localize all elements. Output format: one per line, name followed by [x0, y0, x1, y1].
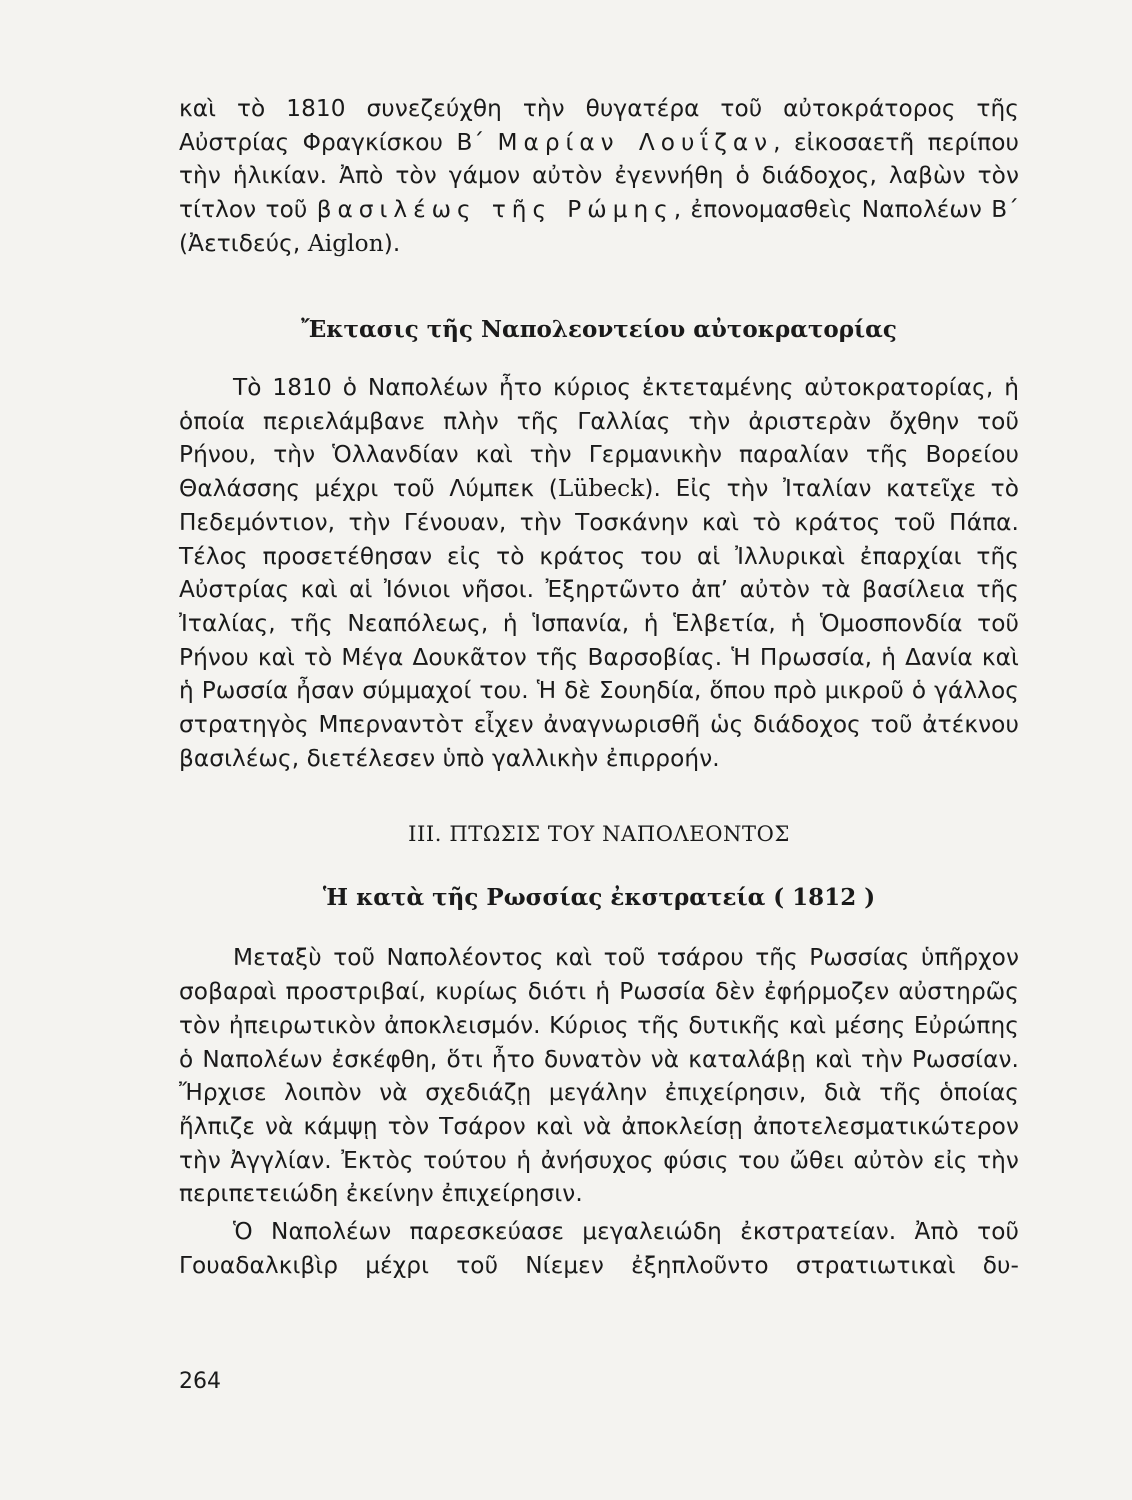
page-number: 264 [179, 1369, 221, 1394]
latin-lubeck: Lübeck [557, 475, 645, 503]
text-segment: καὶ τὸ 1810 συνεζεύχθη τὴν θυγατέρα τοῦ αὐτοκράτορος τῆς Αὐστρίας Φραγκίσκου Β΄ [179, 95, 1019, 156]
title-king-of-rome: βασιλέως τῆς Ρώμης [316, 196, 674, 224]
paragraph-russian-campaign: Μεταξὺ τοῦ Ναπολέοντος καὶ τοῦ τσάρου τῆς Ρωσσίας ὑπῆρχον σοβαραὶ προστριβαί, κυρίως διότι ἡ Ρωσσία δὲν ἐφήρμοζεν αὐστηρῶς τὸν ἠπειρωτικὸν ἀποκλεισμόν. Κύριος τῆς δυτικῆς καὶ μέσης Εὐρώπης ὁ Ναπολέων ἐσκέφθη, ὅτι ἦτο δυνατὸν νὰ καταλάβῃ καὶ τὴν Ρωσσίαν. Ἤρχισε λοιπὸν νὰ σχεδιάζῃ μεγάλην ἐπιχείρησιν, διὰ τῆς ὁποίας ἤλπιζε νὰ κάμψῃ τὸν Τσάρον καὶ νὰ ἀποκλείσῃ ἀποτελεσματικώτερον τὴν Ἀγγλίαν. Ἐκτὸς τούτου ἡ ἀνήσυχος φύσις του ὤθει αὐτὸν εἰς τὴν περιπετειώδη ἐκείνην ἐπιχείρησιν. [179, 944, 1019, 1208]
name-marie-louise: Μαρίαν Λουΐζαν [497, 128, 774, 156]
latin-aiglon: Aiglon [307, 229, 384, 257]
paragraph-marriage [179, 92, 1019, 261]
text-segment: , εἰκοσαετῆ περίπου τὴν ἡλικίαν. Ἀπὸ τὸν γάμον αὐτὸν ἐγεννήθη ὁ διάδοχος, λαβὼν τὸν τίτλον τοῦ [179, 128, 1019, 224]
text-segment: ). [383, 229, 401, 257]
paragraph-preparation: Ὁ Ναπολέων παρεσκεύασε μεγαλειώδη ἐκστρατείαν. Ἀπὸ τοῦ Γουαδαλκιβὶρ μέχρι τοῦ Νίεμεν ἐξηπλοῦντο στρατιωτικαὶ δυ- [179, 1218, 1019, 1279]
text-segment: , ἐπονομασθεὶς Ναπολέων Β΄ (Ἀετιδεύς, [179, 196, 1019, 257]
text-segment: ). Εἰς τὴν Ἰταλίαν κατεῖχε τὸ Πεδεμόντιον, τὴν Γένουαν, τὴν Τοσκάνην καὶ τὸ κράτος τοῦ Πάπα. Τέλος προσετέθησαν εἰς τὸ κράτος του αἱ Ἰλλυρικαὶ ἐπαρχίαι τῆς Αὐστρίας καὶ αἱ Ἰόνιοι νῆσοι. Ἐξηρτῶντο ἀπ’ αὐτὸν τὰ βασίλεια τῆς Ἰταλίας, τῆς Νεαπόλεως, ἡ Ἱσπανία, ἡ Ἑλβετία, ἡ Ὁμοσπονδία τοῦ Ρήνου καὶ τὸ Μέγα Δουκᾶτον τῆς Βαρσοβίας. Ἡ Πρωσσία, ἡ Δανία καὶ ἡ Ρωσσία ἦσαν σύμμαχοί του. Ἡ δὲ Σουηδία, ὅπου πρὸ μικροῦ ὁ γάλλος στρατηγὸς Μπερναντὸτ εἶχεν ἀναγνωρισθῆ ὡς διάδοχος τοῦ ἀτέκνου βασιλέως, διετέλεσεν ὑπὸ γαλλικὴν ἐπιρροήν. [179, 475, 1019, 772]
text-segment: Τὸ 1810 ὁ Ναπολέων ἦτο κύριος ἐκτεταμένης αὐτοκρατορίας, ἡ ὁποία περιελάμβανε πλὴν τῆς Γαλλίας τὴν ἀριστερὰν ὄχθην τοῦ Ρήνου, τὴν Ὁλλανδίαν καὶ τὴν Γερμανικὴν παραλίαν τῆς Βορείου Θαλάσσης μέχρι τοῦ Λύμπεκ ( [179, 374, 1019, 503]
chapter-title: III. ΠΤΩΣΙΣ ΤΟΥ ΝΑΠΟΛΕΟΝΤΟΣ [408, 822, 790, 847]
paragraph-empire-extent [179, 371, 1019, 775]
section-heading-russian-campaign: Ἡ κατὰ τῆς Ρωσσίας ἐκστρατεία ( 1812 ) [322, 884, 876, 912]
page-content [179, 92, 1019, 1282]
section-heading-empire-extent: Ἔκτασις τῆς Ναπολεοντείου αὐτοκρατορίας [301, 316, 897, 343]
